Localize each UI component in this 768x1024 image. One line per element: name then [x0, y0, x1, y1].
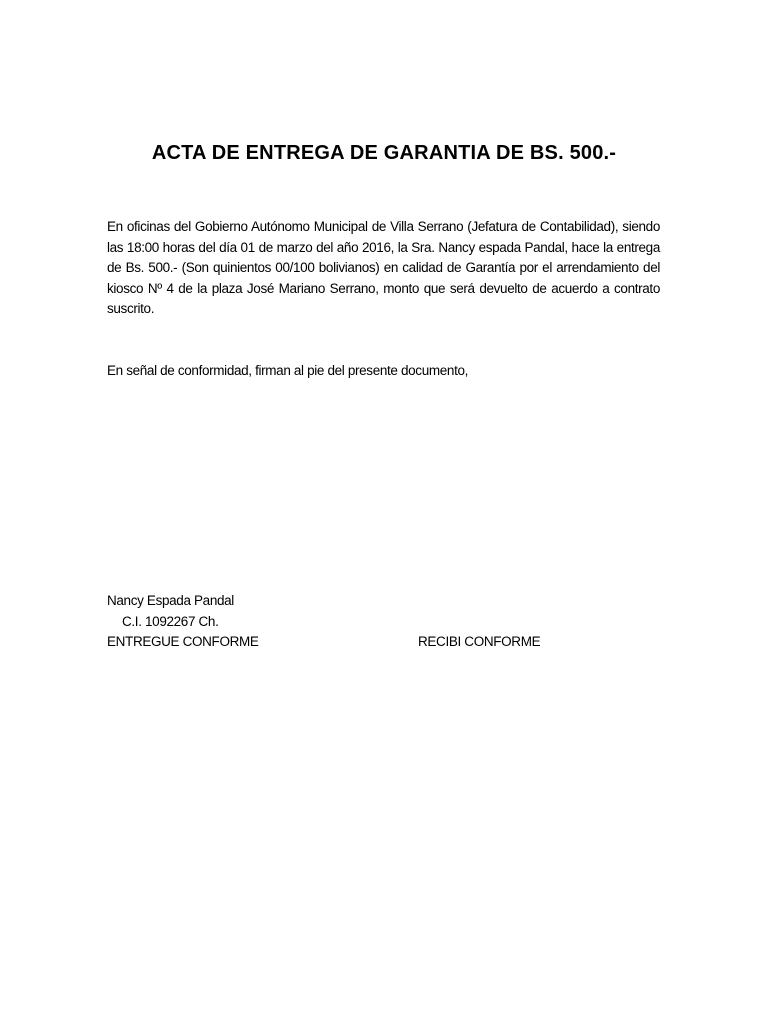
closing-statement: En señal de conformidad, firman al pie del presente documento,	[107, 363, 469, 378]
signature-label-received: RECIBI CONFORME	[418, 634, 541, 649]
document-title: ACTA DE ENTREGA DE GARANTIA DE BS. 500.-	[151, 142, 617, 164]
document-body-paragraph: En oficinas del Gobierno Autónomo Municipal de Villa Serrano (Jefatura de Contabilidad), siendo las 18:00 horas del día 01 de marzo del año 2016, la Sra. Nancy espada Pandal, hace la entrega de Bs. 500.- (Son quinientos 00/100 bolivianos) en calidad de Garantía por el arrendamiento del kiosco Nº 4 de la plaza José Mariano Serrano, monto que será devuelto de acuerdo a contrato suscrito.	[107, 219, 660, 316]
signatory-id: C.I. 1092267 Ch.	[122, 614, 219, 629]
signature-label-delivered: ENTREGUE CONFORME	[107, 634, 259, 649]
signatory-name: Nancy Espada Pandal	[107, 593, 234, 608]
